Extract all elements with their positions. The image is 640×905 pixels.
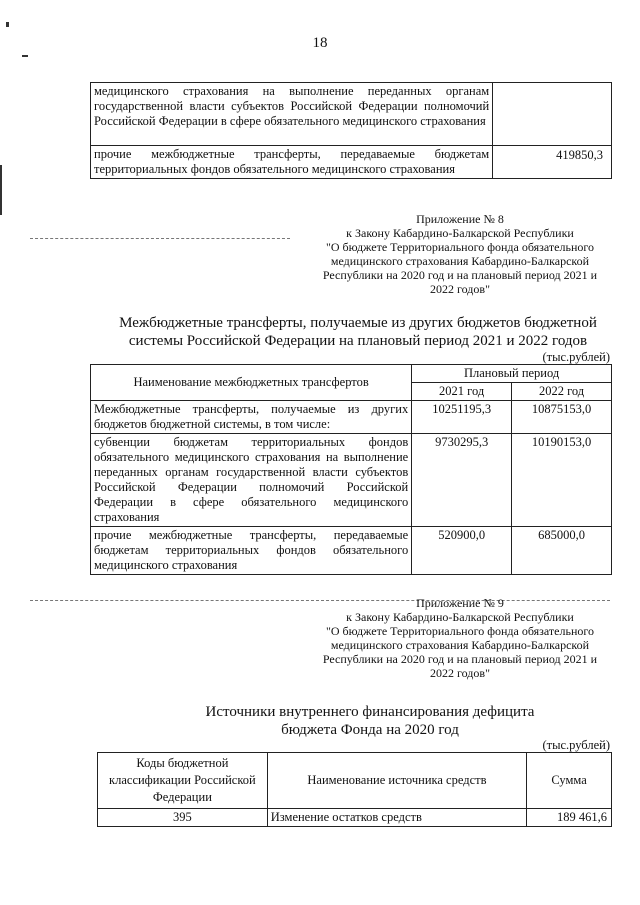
appendix-9-law: к Закону Кабардино-Балкарской Республики bbox=[346, 610, 574, 624]
header-year-2021: 2021 год bbox=[412, 383, 512, 401]
financing-table bbox=[97, 752, 612, 827]
appendix-9 bbox=[310, 596, 610, 680]
row-source: Изменение остатков средств bbox=[267, 809, 526, 827]
row-code: 395 bbox=[98, 809, 268, 827]
row-2021: 10251195,3 bbox=[412, 401, 512, 434]
row-sum: 189 461,6 bbox=[527, 809, 612, 827]
row-name: прочие межбюджетные трансферты, передаваемые бюджетам территориальных фондов обязательного медицинского страхования bbox=[91, 527, 412, 575]
table-row bbox=[98, 809, 612, 827]
section-8-unit: (тыс.рублей) bbox=[542, 350, 610, 364]
section-8-title: Межбюджетные трансферты, получаемые из других бюджетов бюджетной системы Российской Федерации на плановый период 2021 и 2022 годов bbox=[119, 315, 597, 349]
table-row bbox=[91, 527, 612, 575]
row-2022: 10190153,0 bbox=[512, 434, 612, 527]
appendix-8-law: к Закону Кабардино-Балкарской Республики bbox=[346, 226, 574, 240]
header-name: Наименование межбюджетных трансфертов bbox=[91, 365, 412, 401]
row-2021: 520900,0 bbox=[412, 527, 512, 575]
row-name: субвенции бюджетам территориальных фондов обязательного медицинского страхования на выполнение переданных органам государственной власти субъектов Российской Федерации полномочий Российской Федерации в сфере обязательного медицинского страхования bbox=[91, 434, 412, 527]
scan-mark bbox=[6, 22, 9, 27]
section-9-title: Источники внутреннего финансирования дефицита бюджета Фонда на 2020 год bbox=[205, 704, 535, 738]
table-row bbox=[91, 434, 612, 527]
page-number: 18 bbox=[312, 35, 328, 51]
table-row bbox=[91, 146, 612, 179]
appendix-8-number: Приложение № 8 bbox=[416, 212, 504, 226]
header-year-2022: 2022 год bbox=[512, 383, 612, 401]
row-2022: 685000,0 bbox=[512, 527, 612, 575]
top-table bbox=[90, 82, 612, 179]
appendix-8-title: "О бюджете Территориального фонда обязательного медицинского страхования Кабардино-Балкарской Республики на 2020 год и на плановый период 2021 и 2022 годов" bbox=[322, 240, 598, 296]
header-row bbox=[98, 753, 612, 809]
scan-divider bbox=[30, 238, 290, 240]
appendix-9-title: "О бюджете Территориального фонда обязательного медицинского страхования Кабардино-Балкарской Республики на 2020 год и на плановый период 2021 и 2022 годов" bbox=[322, 624, 598, 680]
row-name: Межбюджетные трансферты, получаемые из других бюджетов бюджетной системы, в том числе: bbox=[91, 401, 412, 434]
transfers-table bbox=[90, 364, 612, 575]
appendix-9-number: Приложение № 9 bbox=[416, 596, 504, 610]
row-text: медицинского страхования на выполнение переданных органам государственной власти субъектов Российской Федерации полномочий Российской Федерации в сфере обязательного медицинского страхования bbox=[91, 83, 493, 146]
scan-mark bbox=[22, 55, 28, 57]
appendix-8 bbox=[310, 212, 610, 296]
scan-mark bbox=[0, 165, 2, 215]
header-sum: Сумма bbox=[527, 753, 612, 809]
table-row bbox=[91, 401, 612, 434]
row-2022: 10875153,0 bbox=[512, 401, 612, 434]
header-source: Наименование источника средств bbox=[267, 753, 526, 809]
row-text: прочие межбюджетные трансферты, передаваемые бюджетам территориальных фондов обязательного медицинского страхования bbox=[91, 146, 493, 179]
header-row bbox=[91, 365, 612, 383]
table-row bbox=[91, 83, 612, 146]
row-2021: 9730295,3 bbox=[412, 434, 512, 527]
section-9-unit: (тыс.рублей) bbox=[542, 738, 610, 752]
header-period: Плановый период bbox=[412, 365, 612, 383]
row-value: 419850,3 bbox=[493, 146, 612, 179]
header-code: Коды бюджетной классификации Российской Федерации bbox=[98, 753, 268, 809]
row-value bbox=[493, 83, 612, 146]
